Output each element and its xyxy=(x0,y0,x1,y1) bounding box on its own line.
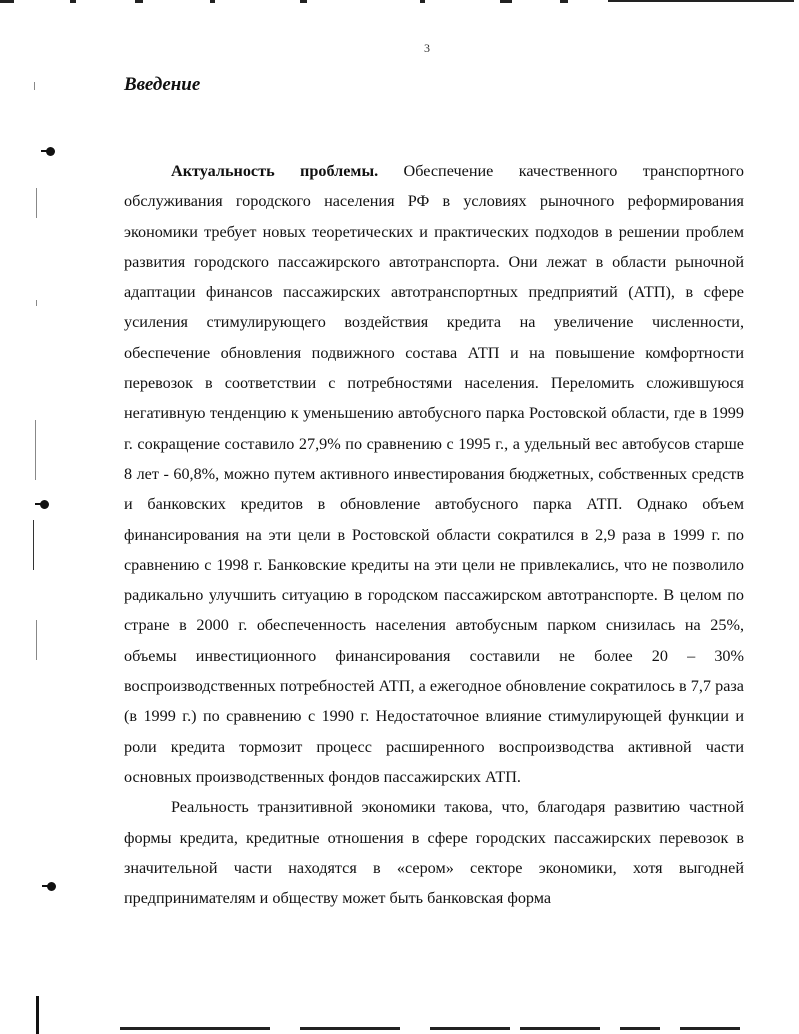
scan-top-artifact xyxy=(0,0,799,6)
scan-bottom-artifact xyxy=(120,1027,270,1030)
scan-bottom-artifact xyxy=(620,1027,660,1030)
scan-bottom-artifact xyxy=(430,1027,510,1030)
punch-hole-mark xyxy=(46,147,55,156)
margin-scan-mark xyxy=(35,420,36,480)
scan-bottom-artifact xyxy=(300,1027,400,1030)
page-number: 3 xyxy=(424,41,430,55)
margin-scan-mark xyxy=(34,82,35,90)
margin-scan-mark xyxy=(36,620,37,660)
margin-scan-mark xyxy=(36,188,37,218)
punch-hole-mark xyxy=(47,882,56,891)
paragraph-2 xyxy=(124,792,744,913)
margin-scan-mark xyxy=(36,300,37,306)
scan-bottom-artifact xyxy=(36,996,39,1034)
margin-scan-mark xyxy=(33,520,34,570)
paragraph-text: Обеспечение качественного транспортного обслуживания городского населения РФ в условиях рыночного реформирования экономики требует новых теоретических и практических подходов в решении проблем развития городского пассажирского автотранспорта. Они лежат в области рыночной адаптации финансов пассажирских автотранспортных предприятий (АТП), в сфере усиления стимулирующего воздействия кредита на увеличение численности, обеспечение обновления подвижного состава АТП и на повышение комфортности перевозок в соответствии с потребностями населения. Переломить сложившуюся негативную тенденцию к уменьшению автобусного парка Ростовской области, где в 1999 г. сокращение составило 27,9% по сравнению с 1995 г., а удельный вес автобусов старше 8 лет - 60,8%, можно путем активного инвестирования бюджетных, собственных средств и банковских кредитов в обновление автобусного парка АТП. Однако объем финансирования на эти цели в Ростовской области сократился в 2,9 раза в 1999 г. по сравнению с 1998 г. Банковские кредиты на эти цели не привлекались, что не позволило радикально улучшить ситуацию в городском пассажирском автотранспорте. В целом по стране в 2000 г. обеспеченность населения автобусным парком снизилась на 25%, объемы инвестиционного финансирования составили не более 20 – 30% воспроизводственных потребностей АТП, а ежегодное обновление сократилось в 7,7 раза (в 1999 г.) по сравнению с 1990 г. Недостаточное влияние стимулирующей функции и роли кредита тормозит процесс расширенного воспроизводства активной части основных производственных фондов пассажирских АТП. xyxy=(124,162,744,786)
punch-hole-mark xyxy=(40,500,49,509)
body-text xyxy=(124,156,744,913)
scan-bottom-artifact xyxy=(680,1027,740,1030)
paragraph-text: Реальность транзитивной экономики такова, что, благодаря развитию частной формы кредита, кредитные отношения в сфере городских пассажирских перевозок в значительной части находятся в «сером» секторе экономики, хотя выгодней предпринимателям и обществу может быть банковская форма xyxy=(124,798,744,908)
paragraph-1 xyxy=(124,156,744,792)
paragraph-lead: Актуальность проблемы. xyxy=(171,162,379,180)
section-heading: Введение xyxy=(124,74,201,95)
scan-bottom-artifact xyxy=(520,1027,600,1030)
